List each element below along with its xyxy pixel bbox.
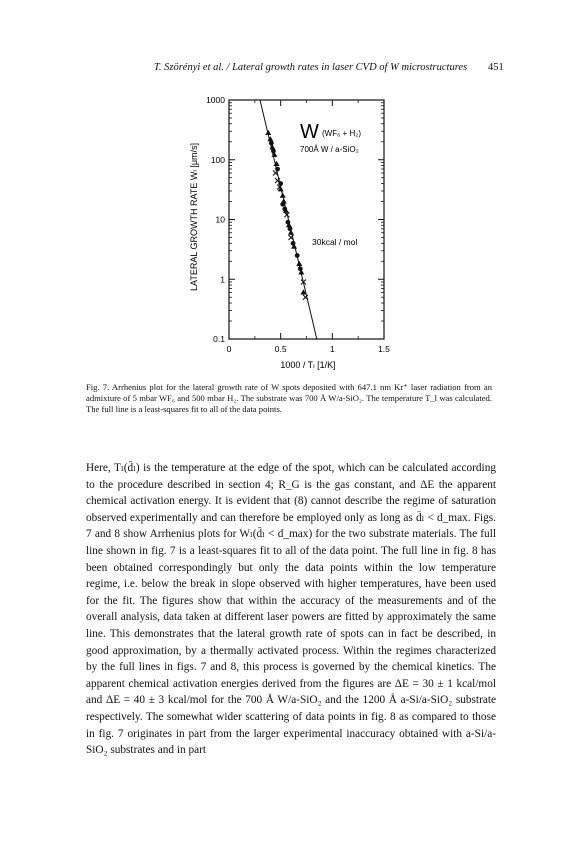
x-axis-label: 1000 / Tₗ [1/K] xyxy=(280,360,336,370)
x-tick-label: 0.5 xyxy=(274,344,287,354)
y-tick-label: 100 xyxy=(210,154,225,165)
annotation-gases: (WF₆ + H₂) xyxy=(322,129,361,138)
caption-text: Fig. 7. Arrhenius plot for the lateral growth rate of W spots deposited with 647.1 nm Kr⁺ laser radiation from an admixture of 5 mbar WF₆ and 500 mbar H₂. The substrate was 700 Å W/a-SiO₂. The temperature T_l was calculated. The full line is a least-squares fit to all of the data points. xyxy=(86,382,492,415)
fit-line-label: 30kcal / mol xyxy=(312,237,358,247)
body-text xyxy=(86,460,496,759)
x-tick-label: 0 xyxy=(226,344,232,354)
y-tick-label: 1 xyxy=(220,274,225,285)
figure-caption xyxy=(86,382,492,416)
y-tick-label: 10 xyxy=(215,214,225,225)
y-tick-label: 1000 xyxy=(206,95,225,105)
y-tick-label: 0.1 xyxy=(213,334,225,344)
chart-ticks xyxy=(206,95,390,354)
annotation-element: W xyxy=(300,121,319,143)
annotation-substrate: 700Å W / a-SiO₂ xyxy=(300,145,359,154)
page-number: 451 xyxy=(488,62,504,73)
data-point-triangle xyxy=(267,136,273,141)
y-axis-label: LATERAL GROWTH RATE Wₗ [μm/s] xyxy=(189,142,199,292)
running-head: T. Szörényi et al. / Lateral growth rates in laser CVD of W microstructures xyxy=(153,62,468,73)
x-tick-label: 1.5 xyxy=(378,344,390,354)
body-paragraph: Here, Tₗ(d̄ₗ) is the temperature at the edge of the spot, which can be calculated according to the procedure described in section 4; R_G is the gas constant, and ΔE the apparent chemical activation energy. It is evident that (8) cannot describe the regime of saturation observed experimentally and can therefore be employed only as long as d̄ₗ < d_max. Figs. 7 and 8 show Arrhenius plots for Wₗ(d̄ₗ < d_max) for the two substrate materials. The full line shown in fig. 7 is a least-squares fit to all of the data point. The full line in fig. 8 has been obtained correspondingly but only the data points within the low temperature regime, i.e. below the break in slope observed with higher temperatures, have been used for the fit. The figures show that within the accuracy of the measurements and of the overall analysis, data taken at different laser powers are fitted by approximately the same line. This demonstrates that the lateral growth rate of spots can in fact be described, in good approximation, by a thermally activated process. Within the regimes characterized by the full lines in figs. 7 and 8, this process is governed by the chemical kinetics. The apparent chemical activation energies derived from the figures are ΔE = 30 ± 1 kcal/mol and ΔE = 40 ± 3 kcal/mol for the 700 Å W/a-SiO₂ and the 1200 Å a-Si/a-SiO₂ substrate respectively. The somewhat wider scattering of data points in fig. 8 as compared to those in fig. 7 originates in part from the larger experimental inaccuracy obtained with a-Si/a-SiO₂ substrates and in part xyxy=(86,462,496,757)
x-tick-label: 1 xyxy=(329,344,335,354)
